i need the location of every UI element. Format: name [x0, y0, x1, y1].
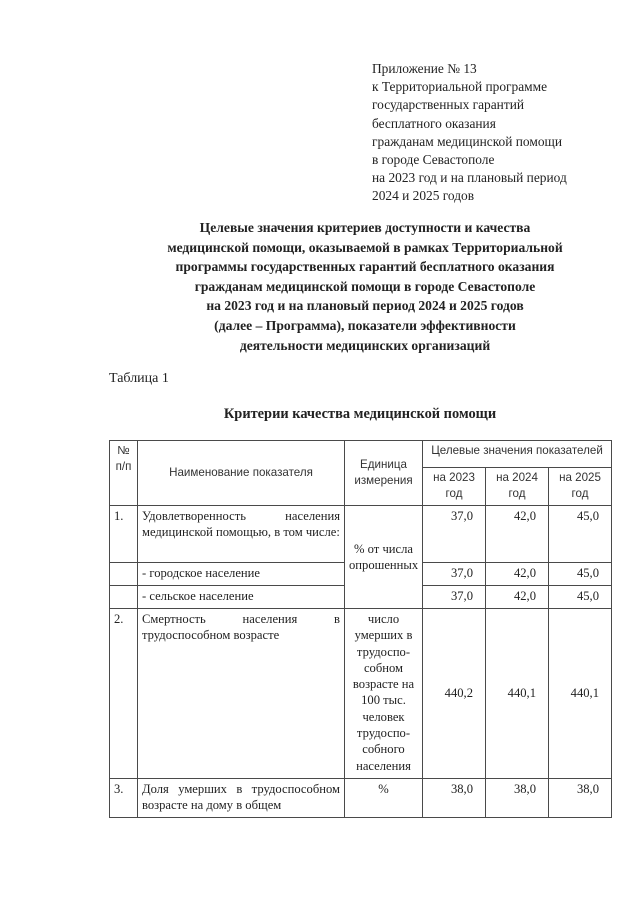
title-line: гражданам медицинской помощи в городе Севастополе: [194, 278, 536, 294]
row-num: 3.: [110, 779, 138, 818]
row-value-2025: 45,0: [549, 506, 612, 563]
header-year-2025: на 2025 год: [549, 468, 612, 506]
title-line: на 2023 год и на плановый период 2024 и 2025 годов: [206, 298, 524, 314]
row-value-2025: 45,0: [549, 563, 612, 586]
row-num: [110, 563, 138, 586]
row-value-2023: 37,0: [423, 506, 486, 563]
row-value-2024: 38,0: [486, 779, 549, 818]
row-value-2023: 440,2: [423, 609, 486, 779]
row-name: Удовлетворенность населения медицинской помощью, в том числе:: [138, 506, 345, 563]
row-value-2024: 440,1: [486, 609, 549, 779]
row-num: 1.: [110, 506, 138, 563]
table-row: [110, 779, 612, 818]
header-row: [110, 441, 612, 468]
row-value-2024: 42,0: [486, 586, 549, 609]
table-heading: Критерии качества медицинской помощи: [223, 406, 497, 422]
row-value-2024: 42,0: [486, 563, 549, 586]
title-line: программы государственных гарантий бесплатного оказания: [175, 259, 555, 275]
row-unit: %: [345, 779, 423, 818]
table-row: [110, 609, 612, 779]
header-targets: Целевые значения показателей: [423, 441, 612, 468]
row-value-2023: 38,0: [423, 779, 486, 818]
header-name: Наименование показателя: [138, 441, 345, 506]
table-row: [110, 506, 612, 563]
document-title: [100, 218, 630, 355]
table-label: Таблица 1: [109, 371, 169, 386]
row-value-2024: 42,0: [486, 506, 549, 563]
title-line: медицинской помощи, оказываемой в рамках Территориальной: [167, 239, 563, 255]
row-num: 2.: [110, 609, 138, 779]
appendix-block: [372, 60, 567, 206]
criteria-table: [109, 440, 612, 818]
title-line: (далее – Программа), показатели эффективности: [214, 317, 516, 333]
header-num: № п/п: [110, 441, 138, 506]
row-value-2025: 440,1: [549, 609, 612, 779]
header-unit: Единица измерения: [345, 441, 423, 506]
header-year-2023: на 2023 год: [423, 468, 486, 506]
row-name: - городское население: [138, 563, 345, 586]
appendix-line: к Территориальной программе: [372, 79, 548, 95]
row-name: Смертность населения в трудоспособном возрасте: [138, 609, 345, 779]
row-name: Доля умерших в трудоспособном возрасте на дому в общем: [138, 779, 345, 818]
appendix-line: бесплатного оказания: [372, 115, 496, 131]
row-value-2025: 38,0: [549, 779, 612, 818]
row-value-2023: 37,0: [423, 563, 486, 586]
row-name: - сельское население: [138, 586, 345, 609]
row-value-2025: 45,0: [549, 586, 612, 609]
title-line: Целевые значения критериев доступности и качества: [199, 220, 531, 235]
appendix-line: гражданам медицинской помощи: [372, 133, 563, 149]
header-year-2024: на 2024 год: [486, 468, 549, 506]
appendix-line: 2024 и 2025 годов: [372, 188, 475, 204]
row-unit: % от числа опрошенных: [345, 506, 423, 609]
appendix-line: в городе Севастополе: [372, 152, 495, 168]
appendix-line: государственных гарантий: [372, 97, 525, 113]
appendix-line: на 2023 год и на плановый период: [372, 170, 567, 186]
row-unit: число умерших в трудоспо-собном возрасте на 100 тыс. человек трудоспо-собного населения: [345, 609, 423, 779]
row-num: [110, 586, 138, 609]
row-value-2023: 37,0: [423, 586, 486, 609]
title-line: деятельности медицинских организаций: [239, 337, 491, 353]
appendix-line: Приложение № 13: [372, 61, 477, 76]
